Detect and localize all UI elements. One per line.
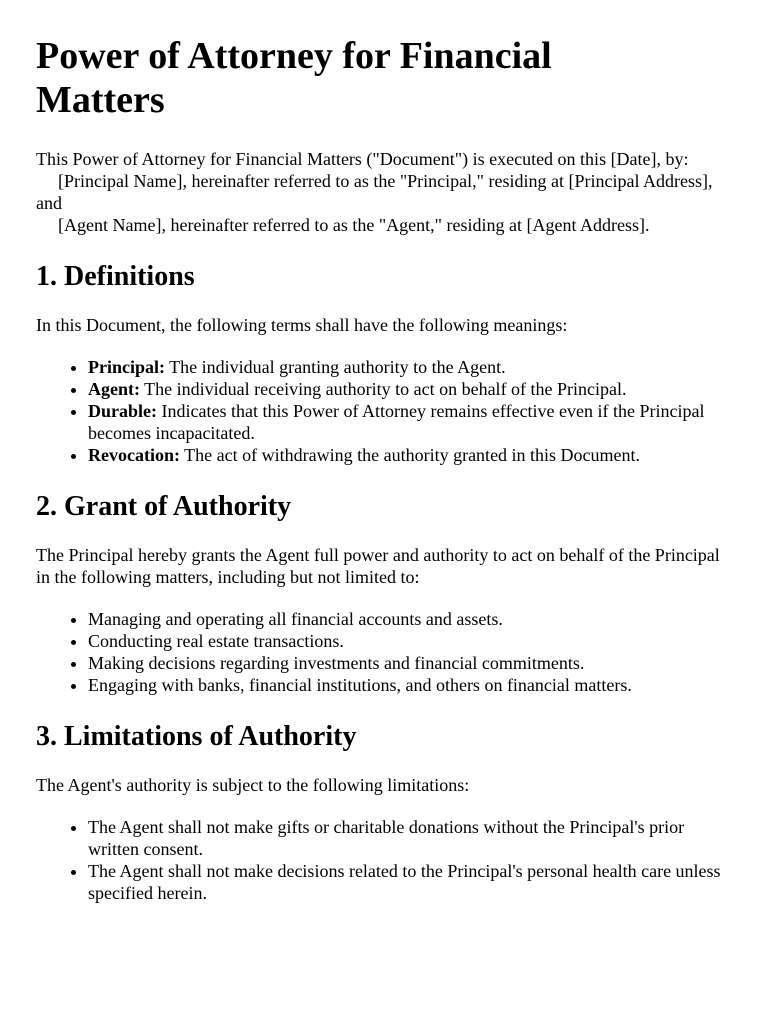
- limitations-list: [36, 816, 734, 904]
- section-intro: The Agent's authority is subject to the following limitations:: [36, 775, 470, 795]
- section-heading: 3. Limitations of Authority: [36, 721, 357, 752]
- document-title: Power of Attorney for Financial Matters: [36, 35, 552, 121]
- list-item: • Making decisions regarding investments and financial commitments.: [88, 652, 734, 674]
- term-label: Durable:: [88, 401, 157, 421]
- section-grant-of-authority: [36, 490, 734, 696]
- list-item: • Conducting real estate transactions.: [88, 630, 734, 652]
- intro-line-executed: This Power of Attorney for Financial Matters ("Document") is executed on this [Date], by:: [36, 149, 689, 169]
- intro-paragraph: [36, 148, 734, 236]
- list-item: • The Agent shall not make gifts or charitable donations without the Principal's prior written consent.: [88, 816, 734, 860]
- term-text: The individual granting authority to the Agent.: [165, 357, 506, 377]
- section-intro: The Principal hereby grants the Agent full power and authority to act on behalf of the Principal in the following matters, including but not limited to:: [36, 545, 720, 587]
- term-text: The individual receiving authority to act on behalf of the Principal.: [140, 379, 627, 399]
- term-label: Agent:: [88, 379, 140, 399]
- section-limitations: [36, 720, 734, 904]
- section-heading: 2. Grant of Authority: [36, 491, 292, 522]
- definitions-list: [36, 356, 734, 466]
- intro-line-and: and: [36, 193, 62, 213]
- section-definitions: [36, 260, 734, 466]
- section-heading: 1. Definitions: [36, 261, 195, 292]
- list-item: [88, 444, 734, 466]
- section-intro: In this Document, the following terms shall have the following meanings:: [36, 315, 568, 335]
- authority-list: [36, 608, 734, 696]
- intro-line-agent: [Agent Name], hereinafter referred to as the "Agent," residing at [Agent Address].: [58, 215, 650, 235]
- list-item: [88, 356, 734, 378]
- term-text: The act of withdrawing the authority granted in this Document.: [179, 445, 641, 465]
- list-item: [88, 400, 734, 444]
- term-label: Revocation:: [88, 445, 180, 465]
- term-text: Indicates that this Power of Attorney remains effective even if the Principal becomes incapacitated.: [88, 401, 705, 443]
- list-item: • Engaging with banks, financial institutions, and others on financial matters.: [88, 674, 734, 696]
- intro-line-principal: [Principal Name], hereinafter referred to as the "Principal," residing at [Principal Address],: [58, 171, 713, 191]
- list-item: • Managing and operating all financial accounts and assets.: [88, 608, 734, 630]
- list-item: [88, 378, 734, 400]
- list-item: • The Agent shall not make decisions related to the Principal's personal health care unless specified herein.: [88, 860, 734, 904]
- term-label: Principal:: [88, 357, 165, 377]
